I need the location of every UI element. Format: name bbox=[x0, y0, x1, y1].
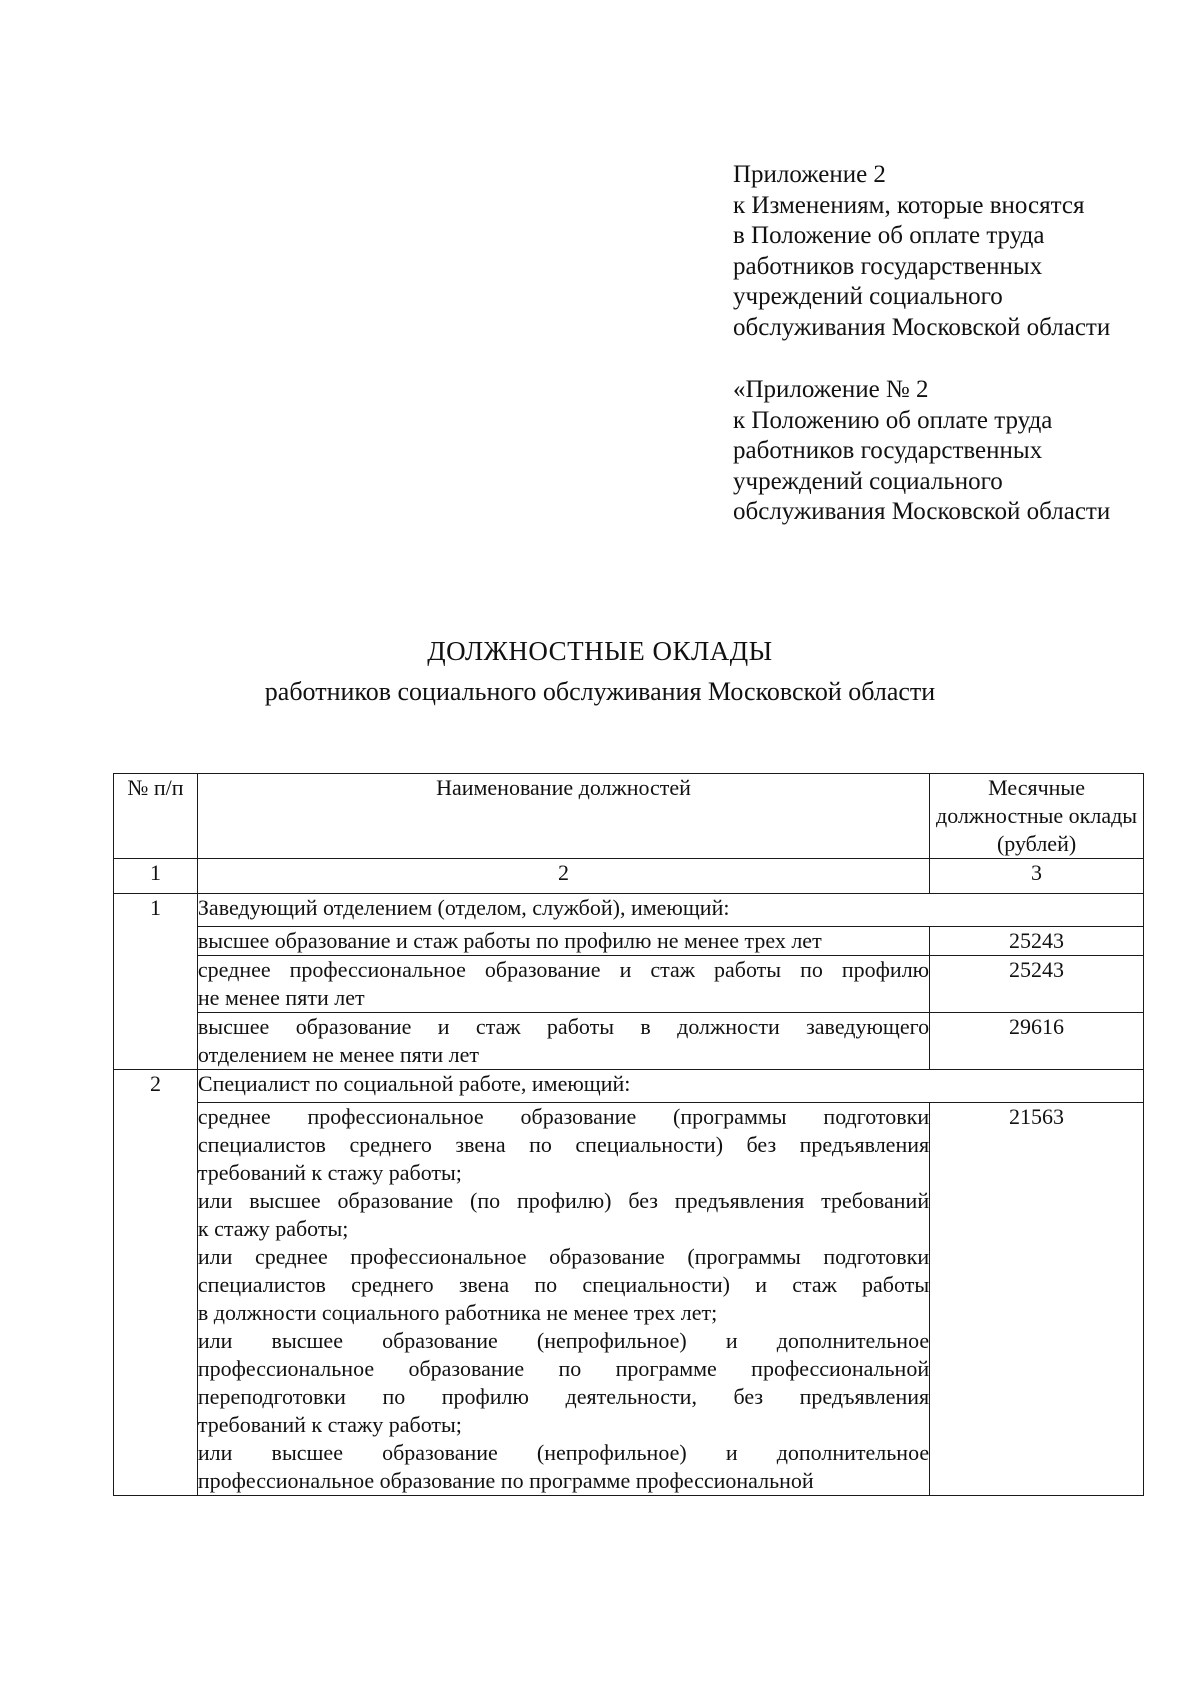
annex-line: в Положение об оплате труда bbox=[733, 222, 1045, 249]
annex-line: обслуживания Московской области bbox=[733, 313, 1111, 341]
requirement-line: или высшее образование (непрофильное) и дополнительное bbox=[197, 1440, 930, 1465]
requirement-line: требований к стажу работы; bbox=[197, 1412, 462, 1437]
section-number: 2 bbox=[114, 1070, 198, 1496]
requirement-line: отделением не менее пяти лет bbox=[197, 1042, 480, 1067]
document-subtitle: работников социального обслуживания Московской области bbox=[264, 677, 936, 706]
salary-table bbox=[113, 773, 1144, 1496]
position-requirements bbox=[197, 956, 929, 1013]
position-requirements bbox=[197, 1013, 929, 1070]
position-requirements bbox=[197, 927, 929, 956]
annex-line: учреждений социального bbox=[733, 283, 1003, 310]
annex-header bbox=[733, 160, 1173, 528]
requirement-line: требований к стажу работы; bbox=[197, 1160, 462, 1185]
requirement-line: или среднее профессиональное образование (программы подготовки bbox=[197, 1244, 930, 1269]
salary-value: 29616 bbox=[930, 1013, 1144, 1070]
annex-line: работников государственных bbox=[733, 437, 1043, 464]
document-title: ДОЛЖНОСТНЫЕ ОКЛАДЫ bbox=[427, 636, 773, 666]
header-number: № п/п bbox=[114, 774, 198, 859]
requirement-line: или высшее образование (по профилю) без предъявления требований bbox=[197, 1188, 930, 1213]
position-requirements bbox=[197, 1103, 929, 1496]
table-row bbox=[114, 956, 1144, 1013]
table-header-row bbox=[114, 774, 1144, 859]
requirement-line: специалистов среднего звена по специальности) без предъявления bbox=[197, 1132, 930, 1157]
salary-value: 21563 bbox=[930, 1103, 1144, 1496]
requirement-line: или высшее образование (непрофильное) и дополнительное bbox=[197, 1328, 930, 1353]
column-number-row bbox=[114, 859, 1144, 894]
requirement-line: высшее образование и стаж работы по профилю не менее трех лет bbox=[197, 928, 822, 953]
annex-line: работников государственных bbox=[733, 252, 1043, 280]
column-number: 2 bbox=[197, 859, 929, 894]
annex-line: «Приложение № 2 bbox=[733, 376, 929, 403]
requirement-line: среднее профессиональное образование и стаж работы по профилю bbox=[197, 957, 930, 982]
section-title: Заведующий отделением (отделом, службой), имеющий: bbox=[197, 894, 1143, 927]
annex-line: Приложение 2 bbox=[733, 161, 886, 188]
annex-line: учреждений социального bbox=[733, 467, 1003, 495]
requirement-line: высшее образование и стаж работы в должности заведующего bbox=[197, 1014, 930, 1039]
annex-line: к Изменениям, которые вносятся bbox=[733, 191, 1085, 219]
table-row bbox=[114, 927, 1144, 956]
annex-spacer bbox=[733, 343, 1173, 375]
column-number: 1 bbox=[114, 859, 198, 894]
header-position-name: Наименование должностей bbox=[197, 774, 929, 859]
requirement-line: в должности социального работника не менее трех лет; bbox=[197, 1300, 718, 1325]
column-number: 3 bbox=[930, 859, 1144, 894]
requirement-line: специалистов среднего звена по специальности) и стаж работы bbox=[197, 1272, 930, 1297]
section-number: 1 bbox=[114, 894, 198, 1070]
salary-value: 25243 bbox=[930, 956, 1144, 1013]
annex-line: к Положению об оплате труда bbox=[733, 406, 1053, 434]
requirement-line: профессиональное образование по программе профессиональной bbox=[197, 1468, 814, 1493]
requirement-line: профессиональное образование по программе профессиональной bbox=[197, 1356, 930, 1381]
section-title: Специалист по социальной работе, имеющий: bbox=[197, 1070, 1143, 1103]
salary-value: 25243 bbox=[930, 927, 1144, 956]
requirement-line: среднее профессиональное образование (программы подготовки bbox=[197, 1104, 930, 1129]
annex-line: обслуживания Московской области bbox=[733, 498, 1111, 525]
requirement-line: переподготовки по профилю деятельности, без предъявления bbox=[197, 1384, 930, 1409]
section-title-row bbox=[114, 894, 1144, 927]
table-row bbox=[114, 1103, 1144, 1496]
table-row bbox=[114, 1013, 1144, 1070]
header-monthly-salary: Месячные должностные оклады (рублей) bbox=[930, 774, 1144, 859]
requirement-line: к стажу работы; bbox=[197, 1216, 349, 1241]
section-title-row bbox=[114, 1070, 1144, 1103]
requirement-line: не менее пяти лет bbox=[197, 985, 365, 1010]
